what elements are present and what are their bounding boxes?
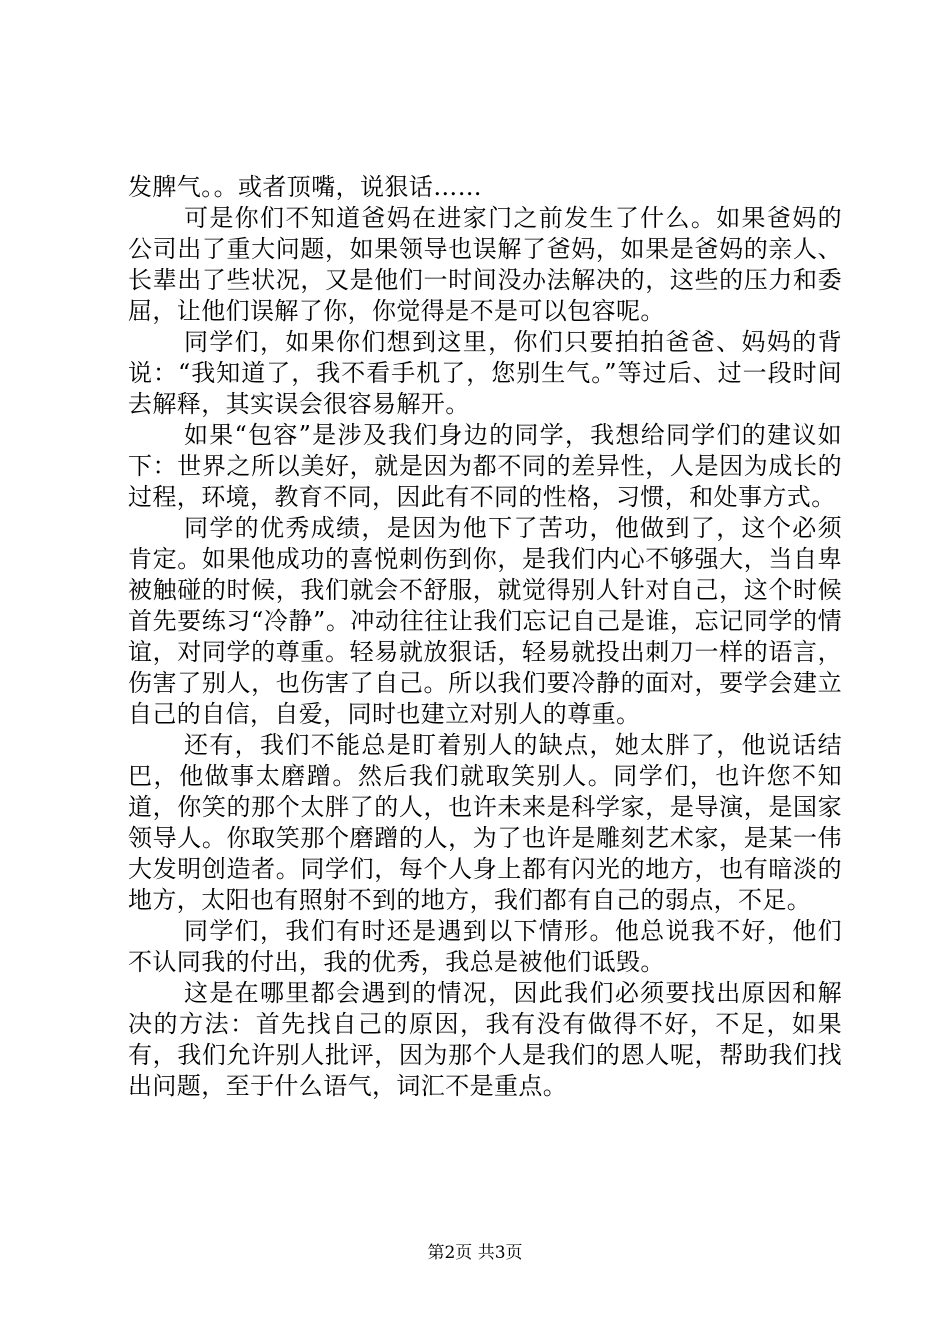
paragraph-6: 还有，我们不能总是盯着别人的缺点，她太胖了，他说话结巴，他做事太磨蹭。然后我们就取笑别人。同学们，也许您不知道，你笑的那个太胖了的人，也许未来是科学家，是导演，是国家领导人。你取笑那个磨蹭的人，为了也许是雕刻艺术家，是某一伟大发明创造者。同学们，每个人身上都有闪光的地方，也有暗淡的地方，太阳也有照射不到的地方，我们都有自己的弱点，不足。 (128, 731, 842, 914)
paragraph-5: 同学的优秀成绩，是因为他下了苦功，他做到了，这个必须肯定。如果他成功的喜悦刺伤到你，是我们内心不够强大，当自卑被触碰的时候，我们就会不舒服，就觉得别人针对自己，这个时候首先要练习“冷静”。冲动往往让我们忘记自己是谁，忘记同学的情谊，对同学的尊重。轻易就放狠话，轻易就投出刺刀一样的语言，伤害了别人，也伤害了自己。所以我们要冷静的面对，要学会建立自己的自信，自爱，同时也建立对别人的尊重。 (128, 514, 842, 728)
paragraph-4: 如果“包容”是涉及我们身边的同学，我想给同学们的建议如下：世界之所以美好，就是因为都不同的差异性，人是因为成长的过程，环境，教育不同，因此有不同的性格，习惯，和处事方式。 (128, 421, 842, 511)
paragraph-3: 同学们，如果你们想到这里，你们只要拍拍爸爸、妈妈的背说：“我知道了，我不看手机了，您别生气。”等过后、过一段时间去解释，其实误会很容易解开。 (128, 328, 842, 418)
document-body (128, 172, 842, 1102)
paragraph-7: 同学们，我们有时还是遇到以下情形。他总说我不好，他们不认同我的付出，我的优秀，我总是被他们诋毁。 (128, 917, 842, 976)
paragraph-2: 可是你们不知道爸妈在进家门之前发生了什么。如果爸妈的公司出了重大问题，如果领导也误解了爸妈，如果是爸妈的亲人、长辈出了些状况，又是他们一时间没办法解决的，这些的压力和委屈，让他们误解了你，你觉得是不是可以包容呢。 (128, 204, 842, 325)
page-number-footer: 第2页 共3页 (427, 1243, 523, 1263)
paragraph-8: 这是在哪里都会遇到的情况，因此我们必须要找出原因和解决的方法：首先找自己的原因，我有没有做得不好，不足，如果有，我们允许别人批评，因为那个人是我们的恩人呢，帮助我们找出问题，至于什么语气，词汇不是重点。 (128, 979, 842, 1100)
paragraph-1: 发脾气。。或者顶嘴，说狠话…… (128, 173, 482, 201)
